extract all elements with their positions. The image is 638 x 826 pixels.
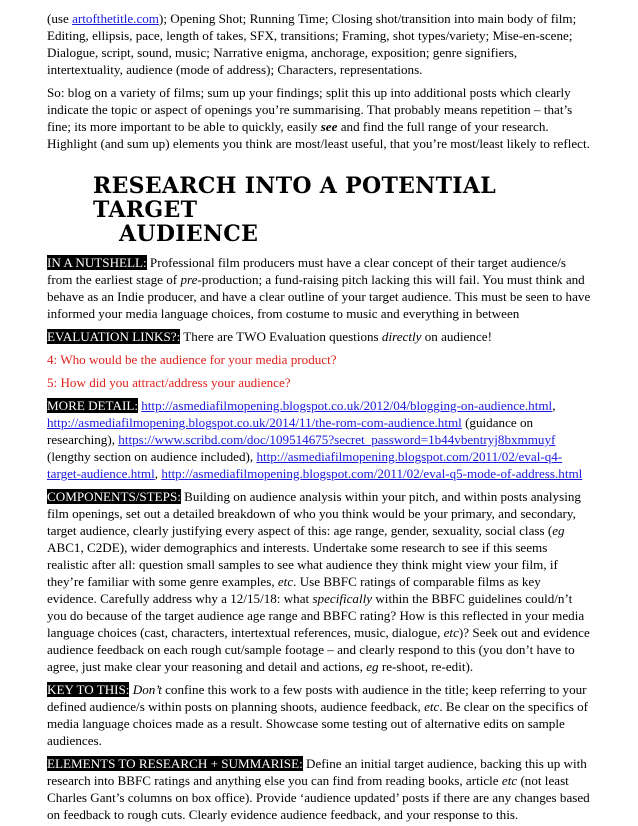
key-label: KEY TO THIS: [47,682,130,697]
nutshell-label: IN A NUTSHELL: [47,255,147,270]
eval-q4-link[interactable]: http://asmediafilmopening.blogspot.com/2011/02/eval-q4-target-audience.html [47,449,563,481]
evaluation-question-5: 5: How did you attract/address your audience? [47,375,291,390]
nutshell-paragraph: IN A NUTSHELL: Professional film producers must have a clear concept of their target audience/s from the earliest stage of pre-production; a fund-raising pitch lacking this will fail. You must think and behave as an Indie producer, and have a clear outline of your target audience. This must be seen to have informed your media language choices, from costume to music and everything in between [47,255,591,321]
intro-paragraph-elements: (use artofthetitle.com); Opening Shot; Running Time; Closing shot/transition into main body of film; Editing, ellipsis, pace, length of takes, SFX, transitions; Framing, shot types/variety; Mise-en-scene; Dialogue, script, sound, music; Narrative enigma, anchorage, exposition; genre signifiers, intertextuality, audience (mode of address); Characters, representations. [47,11,577,77]
evaluation-question-4: 4: Who would be the audience for your media product? [47,352,337,367]
key-paragraph: KEY TO THIS: Don’t confine this work to a few posts with audience in the title; keep referring to your defined audience/s within posts on planning shoots, audience feedback, etc. Be clear on the specifics of media language choices made as a result. Showcase some testing out of alternative edits on sample audiences. [47,682,589,748]
eval-q5-link[interactable]: http://asmediafilmopening.blogspot.com/2011/02/eval-q5-mode-of-address.html [161,466,583,481]
evaluation-label: EVALUATION LINKS?: [47,329,181,344]
artofthetitle-link[interactable]: artofthetitle.com [72,11,159,26]
scribd-link[interactable]: https://www.scribd.com/doc/109514675?secret_password=1b44vbentryj8bxmmuyf [118,432,556,447]
intro-paragraph-advice: So: blog on a variety of films; sum up your findings; split this up into additional posts which clearly indicate the topic or aspect of openings you’re summarising. That probably means repetition – that’s fine; its more important to be able to quickly, easily see and find the full range of your research. Highlight (and sum up) elements you think are most/least useful, that you’re most/least likely to reflect. [47,85,590,151]
elements-paragraph: ELEMENTS TO RESEARCH + SUMMARISE: Define an initial target audience, backing this up with research into BBFC ratings and anything else you can find from reading books, article etc (not least Charles Gant’s columns on box office). Provide ‘audience updated’ posts if there are any changes based on feedback to rough cuts. Clearly evidence audience feedback, and your response to this. [47,756,590,822]
section-heading: RESEARCH INTO A POTENTIAL TARGET AUDIENCE [93,173,496,247]
more-detail-label: MORE DETAIL: [47,398,138,413]
components-paragraph: COMPONENTS/STEPS: Building on audience analysis within your pitch, and within posts analysing film openings, set out a detailed breakdown of who you think would be your primary, and secondary, target audience, clearly justifying every aspect of this: age range, gender, sexuality, social class (eg ABC1, C2DE), wider demographics and interests. Undertake some research to see if this seems realistic after all: question small samples to see what audience they think might view your film, if they’re familiar with some genre examples, etc. Use BBFC ratings of comparable films as key evidence. Carefully address why a 12/15/18: what specifically within the BBFC guidelines could/n’t you do because of the target audience age range and BBFC rating? How is this reflected in your media language choices (cast, characters, intertextual references, music, dialogue, etc)? Seek out and evidence audience feedback on each rough cut/sample footage – and clearly respond to this (you don’t have to agree, just make clear your reasoning and detail and actions, eg re-shoot, re-edit). [47,489,590,674]
more-detail-paragraph: MORE DETAIL: http://asmediafilmopening.blogspot.co.uk/2012/04/blogging-on-audience.html, http://asmediafilmopening.blogspot.co.uk/2014/11/the-rom-com-audience.html (guidance on researching), https://www.scribd.com/doc/109514675?secret_password=1b44vbentryj8bxmmuyf (lengthy section on audience included), http://asmediafilmopening.blogspot.com/2011/02/eval-q4-target-audience.html, http://asmediafilmopening.blogspot.com/2011/02/eval-q5-mode-of-address.html [47,398,583,481]
blogging-on-audience-link[interactable]: http://asmediafilmopening.blogspot.co.uk/2012/04/blogging-on-audience.html [141,398,553,413]
evaluation-paragraph: EVALUATION LINKS?: There are TWO Evaluation questions directly on audience! [47,329,492,344]
rom-com-audience-link[interactable]: http://asmediafilmopening.blogspot.co.uk/2014/11/the-rom-com-audience.html [47,415,462,430]
components-label: COMPONENTS/STEPS: [47,489,181,504]
elements-label: ELEMENTS TO RESEARCH + SUMMARISE: [47,756,303,771]
